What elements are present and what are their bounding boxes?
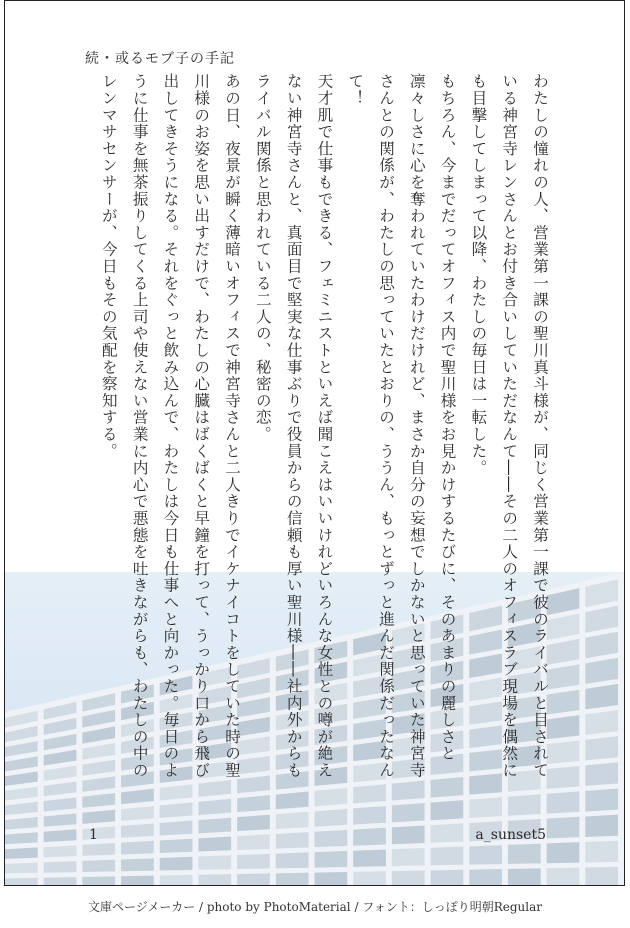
- author-name: a_sunset5: [475, 827, 546, 843]
- paragraph: 天才肌で仕事もできる、フェミニストといえば聞こえはいいけれどいろんな女性との噂が絶えない神宮寺さんと、真面目で堅実な仕事ぶりで役員からの信頼も厚い聖川様――社内外からもライバル関係と思われている二人の、秘密の恋。: [253, 73, 334, 779]
- paragraph: もちろん、今までだってオフィス内で聖川様をお見かけするたびに、そのあまりの麗しさと凛々しさに心を奪われていたわけだけれど、まさか自分の妄想でしかないと思っていた神宮寺さんとの関係が、わたしの思っていたとおりの、ううん、もっとずっと進んだ関係だったなんて！: [346, 73, 457, 779]
- paragraph: あの日、夜景が瞬く薄暗いオフィスで神宮寺さんと二人きりでイケナイコトをしていた時の聖川様のお姿を思い出すだけで、わたしの心臓はばくばくと早鐘を打って、うっかり口から飛び出してきそうになる。それをぐっと飲み込んで、わたしは今日も仕事へと向かった。毎日のように仕事を無茶振りしてくる上司や使えない営業に内心で悪態を吐きながらも、わたしの中のレンマサセンサーが、今日もその気配を察知する。: [99, 73, 242, 779]
- vertical-body-text: [85, 73, 555, 793]
- credit-line: 文庫ページメーカー / photo by PhotoMaterial / フォント：しっぽり明朝Regular: [88, 900, 542, 914]
- paragraph: わたしの憧れの人、営業第一課の聖川真斗様が、同じく営業第一課で彼のライバルと目されている神宮寺レンさんとお付き合いしていただなんて――その二人のオフィスラブ現場を偶然にも目撃してしまって以降、わたしの毎日は一転した。: [469, 73, 549, 779]
- page-number: 1: [89, 827, 98, 843]
- book-page: [4, 0, 625, 886]
- page-header-title: 続・或るモブ子の手記: [85, 51, 235, 67]
